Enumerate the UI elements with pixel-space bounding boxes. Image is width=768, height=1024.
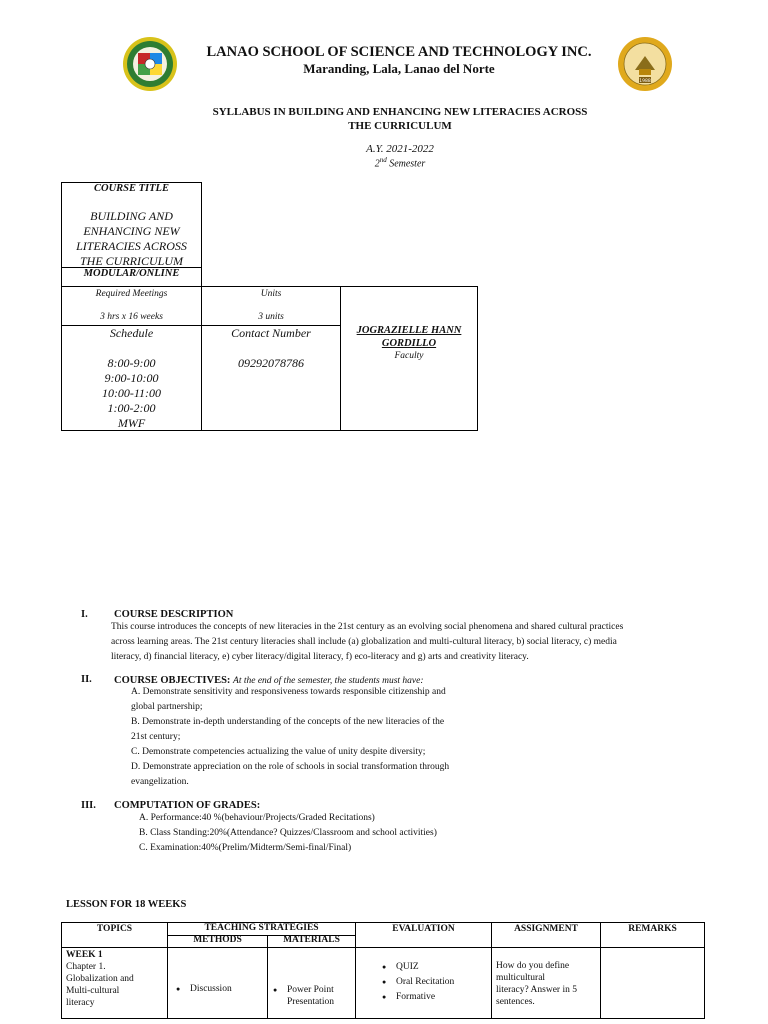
schedule-time: 8:00-9:00 bbox=[107, 356, 156, 370]
grade-line: C. Examination:40%(Prelim/Midterm/Semi-final/Final) bbox=[139, 843, 352, 853]
semester bbox=[0, 156, 768, 169]
lesson-table-title: LESSON FOR 18 WEEKS bbox=[66, 899, 187, 910]
semester-sup: nd bbox=[379, 156, 387, 164]
th-methods-label: METHODS bbox=[193, 935, 242, 945]
section-number: III. bbox=[81, 800, 96, 811]
week1-assignment bbox=[496, 960, 600, 1008]
school-address: Maranding, Lala, Lanao del Norte bbox=[303, 61, 495, 76]
assignment-line: literacy? Answer in 5 bbox=[496, 985, 577, 995]
objective-line: global partnership; bbox=[131, 702, 203, 712]
th-evaluation bbox=[355, 922, 492, 948]
faculty-role: Faculty bbox=[394, 351, 424, 361]
faculty-name bbox=[341, 324, 477, 350]
schedule-cell bbox=[61, 325, 202, 431]
objectives-intro: At the end of the semester, the students must have: bbox=[233, 676, 424, 686]
week-label: WEEK 1 bbox=[66, 950, 103, 960]
assignment-line: How do you define bbox=[496, 961, 570, 971]
schedule-times bbox=[62, 356, 201, 431]
course-title-line: BUILDING AND bbox=[90, 209, 173, 223]
semester-word: Semester bbox=[389, 158, 426, 170]
syllabus-title bbox=[180, 105, 620, 133]
course-title-label: COURSE TITLE bbox=[94, 183, 169, 194]
bullet-icon: ● bbox=[273, 986, 278, 994]
week1-method-cell bbox=[167, 947, 268, 1019]
units-label: Units bbox=[260, 289, 282, 299]
th-teaching-strategies bbox=[167, 922, 356, 936]
course-title-value bbox=[62, 209, 201, 269]
section-number: I. bbox=[81, 609, 88, 620]
contact-label: Contact Number bbox=[231, 326, 311, 340]
course-title-line: THE CURRICULUM bbox=[79, 254, 183, 268]
units-value: 3 units bbox=[258, 312, 284, 322]
schedule-time: 10:00-11:00 bbox=[101, 386, 162, 400]
topic-line: Chapter 1. bbox=[66, 962, 106, 972]
week1-material bbox=[273, 984, 355, 1008]
description-line: literacy, d) financial literacy, e) cyber literacy/digital literacy, f) eco-literacy and g) arts and creativity literacy. bbox=[111, 652, 529, 662]
objective-line: D. Demonstrate appreciation on the role of schools in social transformation through bbox=[131, 762, 450, 772]
week1-assignment-cell bbox=[491, 947, 601, 1019]
schedule-time: 9:00-10:00 bbox=[104, 371, 159, 385]
topic-line: Multi-cultural bbox=[66, 986, 120, 996]
course-description-heading: COURSE DESCRIPTION bbox=[114, 609, 234, 620]
mode-cell bbox=[61, 267, 202, 287]
required-meetings-label: Required Meetings bbox=[95, 289, 168, 299]
evaluation-item: ● QUIZ bbox=[382, 960, 454, 975]
objective-line: 21st century; bbox=[131, 732, 181, 742]
material-line: Power Point bbox=[287, 985, 334, 995]
objectives-heading-text: COURSE OBJECTIVES: bbox=[114, 675, 231, 686]
th-topics-label: TOPICS bbox=[96, 924, 133, 934]
academic-year: A.Y. 2021-2022 bbox=[366, 143, 434, 155]
week1-topic-cell bbox=[61, 947, 168, 1019]
objective-line: C. Demonstrate competencies actualizing the value of unity despite diversity; bbox=[131, 747, 426, 757]
course-mode: MODULAR/ONLINE bbox=[83, 268, 180, 279]
method-item: ● Discussion bbox=[176, 982, 232, 997]
description-line: This course introduces the concepts of new literacies in the 21st century as an evolving social phenomena and shared cultural practices bbox=[111, 622, 624, 632]
grade-line: B. Class Standing:20%(Attendance? Quizzes/Classroom and school activities) bbox=[139, 828, 437, 838]
week1-methods bbox=[176, 982, 232, 997]
course-title-line: ENHANCING NEW bbox=[83, 224, 180, 238]
objective-line: A. Demonstrate sensitivity and responsiveness towards responsible citizenship and bbox=[131, 687, 446, 697]
section-number: II. bbox=[81, 674, 92, 685]
logo-year: 1988 bbox=[639, 79, 651, 84]
school-name: LANAO SCHOOL OF SCIENCE AND TECHNOLOGY INC. bbox=[206, 44, 592, 60]
grade-line: A. Performance:40 %(behaviour/Projects/Graded Recitations) bbox=[139, 813, 375, 823]
grades-list bbox=[139, 811, 539, 856]
week1-topic bbox=[66, 949, 166, 1009]
evaluation-item: ● Oral Recitation bbox=[382, 975, 454, 990]
th-teaching-strategies-label: TEACHING STRATEGIES bbox=[204, 923, 319, 933]
objective-line: B. Demonstrate in-depth understanding of the concepts of the new literacies of the bbox=[131, 717, 445, 727]
topic-line: Globalization and bbox=[66, 974, 134, 984]
week1-evaluation bbox=[382, 960, 454, 1005]
course-title-line: LITERACIES ACROSS bbox=[76, 239, 187, 253]
week1-evaluation-cell bbox=[355, 947, 492, 1019]
week1-material-cell bbox=[267, 947, 356, 1019]
course-description-body bbox=[111, 620, 721, 665]
assignment-line: multicultural bbox=[496, 973, 546, 983]
schedule-time: 1:00-2:00 bbox=[107, 401, 156, 415]
semester-num: 2 bbox=[374, 158, 380, 170]
th-topics bbox=[61, 922, 168, 948]
schedule-label: Schedule bbox=[109, 326, 154, 340]
th-remarks bbox=[600, 922, 705, 948]
faculty-name-line2: GORDILLO bbox=[381, 338, 437, 349]
topic-line: literacy bbox=[66, 998, 95, 1008]
contact-cell bbox=[201, 325, 341, 431]
syllabus-title-line2: THE CURRICULUM bbox=[348, 120, 452, 132]
objective-line: evangelization. bbox=[131, 777, 189, 787]
week1-remarks-cell bbox=[600, 947, 705, 1019]
th-assignment-label: ASSIGNMENT bbox=[514, 924, 578, 934]
material-line: Presentation bbox=[287, 997, 334, 1007]
units-cell bbox=[201, 286, 341, 326]
th-remarks-label: REMARKS bbox=[628, 924, 677, 934]
faculty-name-line1: JOGRAZIELLE HANN bbox=[356, 325, 462, 336]
th-materials-label: MATERIALS bbox=[283, 935, 340, 945]
required-meetings-cell bbox=[61, 286, 202, 326]
faculty-cell bbox=[340, 286, 478, 431]
contact-number: 09292078786 bbox=[238, 356, 304, 370]
syllabus-title-line1: SYLLABUS IN BUILDING AND ENHANCING NEW LITERACIES ACROSS bbox=[212, 106, 588, 118]
course-objectives-list bbox=[131, 685, 531, 790]
description-line: across learning areas. The 21st century literacies shall include (a) globalization and multi-cultural literacy, b) social literacy, c) media bbox=[111, 637, 617, 647]
course-title-cell bbox=[61, 182, 202, 268]
evaluation-item: ● Formative bbox=[382, 990, 454, 1005]
schedule-days: MWF bbox=[117, 416, 146, 430]
assignment-line: sentences. bbox=[496, 997, 535, 1007]
computation-of-grades-heading: COMPUTATION OF GRADES: bbox=[114, 800, 261, 811]
th-evaluation-label: EVALUATION bbox=[392, 924, 455, 934]
required-meetings-value: 3 hrs x 16 weeks bbox=[100, 312, 163, 322]
th-assignment bbox=[491, 922, 601, 948]
